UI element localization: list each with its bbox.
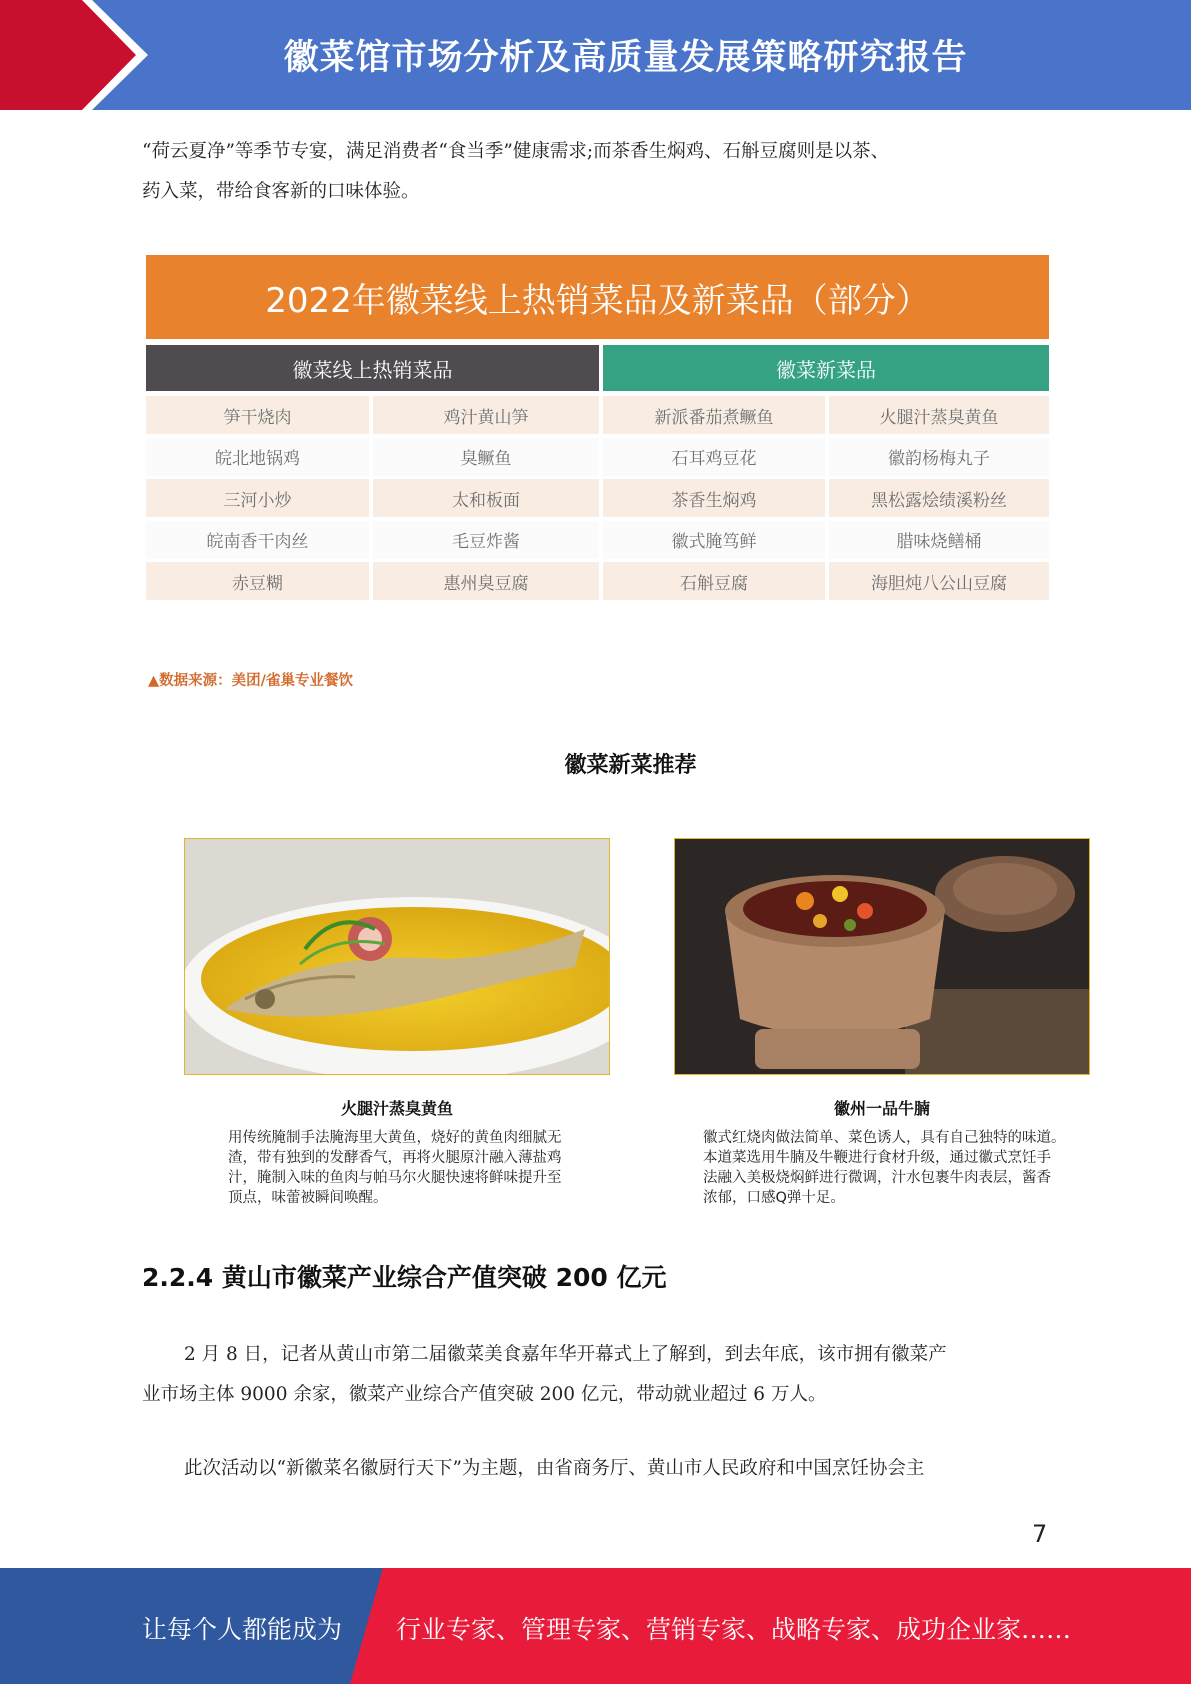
- dish-2-desc-line: 本道菜选用牛腩及牛鞭进行食材升级，通过徽式烹饪手: [703, 1150, 1051, 1166]
- dish-2-desc-line: 法融入美极烧焖鲜进行微调，汁水包裹牛肉表层，酱香: [703, 1170, 1051, 1186]
- table-cell: 皖北地锅鸡: [146, 438, 369, 476]
- dish-1-desc-line: 顶点，味蕾被瞬间唤醒。: [228, 1190, 388, 1206]
- dish-table: [146, 255, 1049, 603]
- table-cell: 海胆炖八公山豆腐: [829, 562, 1049, 600]
- table-header-new-dishes: 徽菜新菜品: [603, 345, 1049, 391]
- footer-slogan-right: 行业专家、管理专家、营销专家、战略专家、成功企业家……: [396, 1615, 1072, 1644]
- table-cell: 黑松露烩绩溪粉丝: [829, 479, 1049, 517]
- dish-1-desc-line: 汁，腌制入味的鱼肉与帕马尔火腿快速将鲜味提升至: [228, 1170, 562, 1186]
- dish-2-desc-line: 徽式红烧肉做法简单、菜色诱人，具有自己独特的味道。: [703, 1130, 1066, 1146]
- report-title: 徽菜馆市场分析及高质量发展策略研究报告: [283, 38, 968, 78]
- table-header-hot-dishes: 徽菜线上热销菜品: [146, 345, 599, 391]
- table-cell: 笋干烧肉: [146, 396, 369, 434]
- table-cell: 惠州臭豆腐: [373, 562, 599, 600]
- table-cell: 毛豆炸酱: [373, 521, 599, 559]
- recommend-title: 徽菜新菜推荐: [564, 753, 697, 778]
- table-cell: 皖南香干肉丝: [146, 521, 369, 559]
- dish-1-desc-line: 用传统腌制手法腌海里大黄鱼，烧好的黄鱼肉细腻无: [228, 1130, 562, 1146]
- dish-1-description: [228, 1128, 588, 1208]
- table-cell: 赤豆糊: [146, 562, 369, 600]
- dish-2-name: 徽州一品牛腩: [833, 1099, 930, 1118]
- dish-1-name: 火腿汁蒸臭黄鱼: [340, 1099, 453, 1118]
- section-heading: 2.2.4 黄山市徽菜产业综合产值突破 200 亿元: [142, 1263, 667, 1292]
- table-cell: 新派番茄煮鳜鱼: [603, 396, 825, 434]
- table-cell: 茶香生焖鸡: [603, 479, 825, 517]
- dish-1-desc-line: 渣，带有独到的发酵香气，再将火腿原汁融入薄盐鸡: [228, 1150, 562, 1166]
- table-cell: 三河小炒: [146, 479, 369, 517]
- header-arrow-decoration: [0, 0, 150, 110]
- dish-table-title: 2022年徽菜线上热销菜品及新菜品（部分）: [146, 255, 1049, 339]
- table-cell: 臭鳜鱼: [373, 438, 599, 476]
- section-paragraph-1-line-2: 业市场主体 9000 余家，徽菜产业综合产值突破 200 亿元，带动就业超过 6 万人。: [142, 1384, 827, 1405]
- dish-2-description: [703, 1128, 1093, 1208]
- data-source-note: ▲数据来源：美团/雀巢专业餐饮: [148, 673, 353, 689]
- table-cell: 鸡汁黄山笋: [373, 396, 599, 434]
- table-cell: 徽式腌笃鲜: [603, 521, 825, 559]
- table-cell: 石斛豆腐: [603, 562, 825, 600]
- page-number: 7: [1032, 1520, 1048, 1548]
- dish-2-desc-line: 浓郁，口感Q弹十足。: [703, 1190, 845, 1206]
- braised-beef-brisket-photo: [674, 838, 1090, 1075]
- intro-paragraph-line-1: “荷云夏净”等季节专宴，满足消费者“食当季”健康需求;而茶香生焖鸡、石斛豆腐则是以茶、: [142, 141, 890, 162]
- section-paragraph-1-line-1: 2 月 8 日，记者从黄山市第二届徽菜美食嘉年华开幕式上了解到，到去年底，该市拥有徽菜产: [184, 1344, 947, 1365]
- table-cell: 徽韵杨梅丸子: [829, 438, 1049, 476]
- intro-paragraph-line-2: 药入菜，带给食客新的口味体验。: [142, 181, 420, 202]
- table-cell: 太和板面: [373, 479, 599, 517]
- table-cell: 腊味烧鳝桶: [829, 521, 1049, 559]
- section-paragraph-2-line-1: 此次活动以“新徽菜名徽厨行天下”为主题，由省商务厅、黄山市人民政府和中国烹饪协会主: [184, 1458, 925, 1479]
- table-cell: 火腿汁蒸臭黄鱼: [829, 396, 1049, 434]
- steamed-yellow-croaker-photo: [184, 838, 610, 1075]
- footer-slogan-left: 让每个人都能成为: [142, 1615, 343, 1644]
- table-cell: 石耳鸡豆花: [603, 438, 825, 476]
